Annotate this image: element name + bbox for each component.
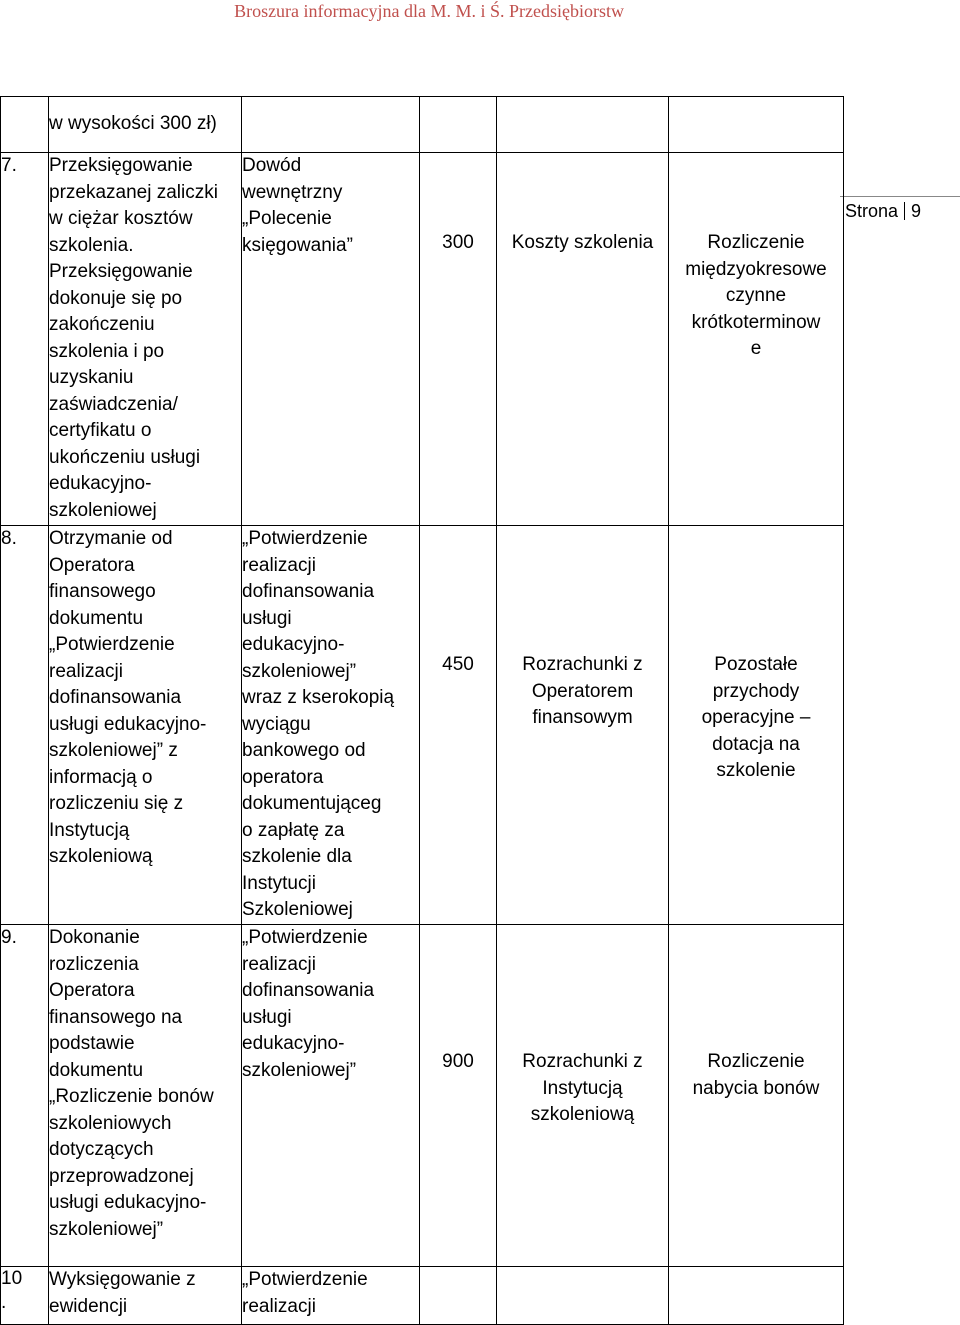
account-debit [497, 97, 669, 153]
row-number [1, 97, 49, 153]
source-document: „Potwierdzenie realizacji dofinansowania usługi edukacyjno- szkoleniowej” wraz z kserokopią wyciągu bankowego od operatora dokumentująceg o zapłatę za szkolenie dla Instytucji Szkoleniowej [242, 526, 420, 925]
table-row [1, 526, 844, 925]
source-document: Dowód wewnętrzny „Polecenie księgowania” [242, 153, 420, 526]
account-credit: Rozliczenie międzyokresowe czynne krótkoterminow e [669, 153, 844, 526]
page-number: 9 [911, 201, 922, 221]
table-row [1, 97, 844, 153]
operation-description: Przeksięgowanie przekazanej zaliczki w ciężar kosztów szkolenia. Przeksięgowanie dokonuje się po zakończeniu szkolenia i po uzyskaniu zaświadczenia/ certyfikatu o ukończeniu usługi edukacyjno- szkoleniowej [49, 153, 242, 526]
page-number-box [840, 196, 960, 227]
row-number: 8. [1, 526, 49, 925]
account-credit [669, 97, 844, 153]
account-debit: Rozrachunki z Operatorem finansowym [497, 526, 669, 925]
amount [420, 1267, 497, 1325]
header-title: Broszura informacyjna dla M. M. i Ś. Przedsiębiorstw [234, 1, 624, 21]
table-row [1, 1267, 844, 1325]
row-number: 9. [1, 925, 49, 1267]
operation-description: w wysokości 300 zł) [49, 97, 242, 153]
table-row [1, 153, 844, 526]
page-number-separator [904, 202, 905, 220]
amount: 300 [420, 153, 497, 526]
account-debit [497, 1267, 669, 1325]
source-document [242, 97, 420, 153]
row-number: 10 . [1, 1267, 49, 1325]
accounting-table [0, 96, 844, 1325]
operation-description: Wyksięgowanie z ewidencji [49, 1267, 242, 1325]
document-header [234, 0, 624, 26]
operation-description: Dokonanie rozliczenia Operatora finansowego na podstawie dokumentu „Rozliczenie bonów szkoleniowych dotyczących przeprowadzonej usługi edukacyjno- szkoleniowej” [49, 925, 242, 1267]
row-number: 7. [1, 153, 49, 526]
source-document: „Potwierdzenie realizacji dofinansowania usługi edukacyjno- szkoleniowej” [242, 925, 420, 1267]
account-credit: Rozliczenie nabycia bonów [669, 925, 844, 1267]
amount [420, 97, 497, 153]
operation-description: Otrzymanie od Operatora finansowego dokumentu „Potwierdzenie realizacji dofinansowania usługi edukacyjno- szkoleniowej” z informacją o rozliczeniu się z Instytucją szkoleniową [49, 526, 242, 925]
source-document: „Potwierdzenie realizacji [242, 1267, 420, 1325]
account-debit: Koszty szkolenia [497, 153, 669, 526]
amount: 900 [420, 925, 497, 1267]
amount: 450 [420, 526, 497, 925]
account-debit: Rozrachunki z Instytucją szkoleniową [497, 925, 669, 1267]
table-row [1, 925, 844, 1267]
page-label: Strona [845, 201, 899, 221]
account-credit [669, 1267, 844, 1325]
account-credit: Pozostałe przychody operacyjne – dotacja na szkolenie [669, 526, 844, 925]
